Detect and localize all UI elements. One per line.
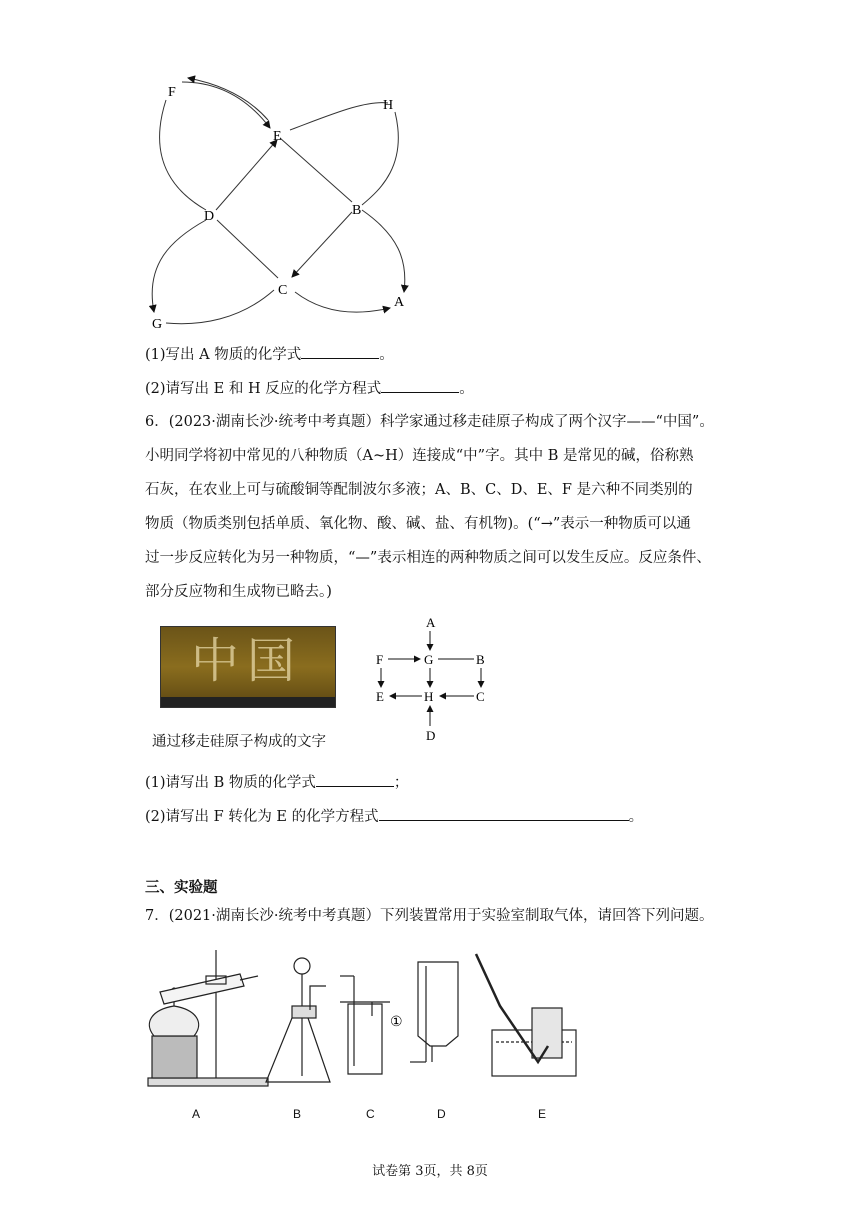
apparatus-d	[410, 962, 458, 1062]
line-d-c	[217, 220, 278, 278]
node-f: F	[168, 85, 176, 100]
apparatus-e	[476, 954, 576, 1076]
zhong-node-h: H	[424, 689, 434, 704]
zhong-node-f: F	[376, 652, 384, 667]
arrow-b-a	[362, 210, 405, 292]
q5-sub2-end: 。	[459, 381, 474, 397]
q5-sub1-text: (1)写出 A 物质的化学式	[145, 347, 302, 363]
q6-line-1: 6．(2023·湖南长沙·统考中考真题）科学家通过移走硅原子构成了两个汉字——“中国”。	[145, 414, 714, 430]
lab-apparatus-figure	[140, 946, 600, 1096]
q6-sub2-text: (2)请写出 F 转化为 E 的化学方程式	[145, 809, 379, 825]
image-caption: 通过移走硅原子构成的文字	[152, 734, 326, 750]
arrow-b-c	[292, 212, 352, 277]
zhong-node-b: B	[476, 652, 485, 667]
node-h: H	[383, 98, 394, 113]
arrow-d-g	[152, 220, 206, 312]
q5-sub2	[145, 378, 474, 399]
zhong-node-d: D	[426, 728, 436, 743]
apparatus-c	[340, 976, 390, 1074]
curve-e-h	[290, 103, 388, 130]
node-a: A	[394, 295, 405, 310]
node-e: E	[273, 129, 282, 144]
q6-line-6: 部分反应物和生成物已略去。)	[145, 584, 332, 600]
node-g: G	[152, 317, 163, 332]
zhong-node-g: G	[424, 652, 434, 667]
zhong-character-diagram	[364, 612, 504, 746]
reaction-cycle-diagram	[140, 70, 430, 340]
apparatus-label-e: E	[538, 1107, 547, 1121]
silicon-atom-characters: 中国	[190, 633, 303, 689]
q6-sub2-end: 。	[628, 809, 644, 825]
q5-sub1	[145, 344, 394, 365]
zhong-node-a: A	[426, 615, 436, 630]
section-title: 三、实验题	[145, 879, 218, 896]
answer-blank[interactable]	[381, 378, 459, 393]
q6-line-2: 小明同学将初中常见的八种物质（A~H）连接成“中”字。其中 B 是常见的碱，俗称熟	[145, 448, 694, 464]
apparatus-label-a: A	[192, 1107, 201, 1121]
q6-line-3: 石灰，在农业上可与硫酸铜等配制波尔多液；A、B、C、D、E、F 是六种不同类别的	[145, 482, 693, 498]
curve-f-d	[160, 100, 206, 210]
q6-line-5: 过一步反应转化为另一种物质，“—”表示相连的两种物质之间可以发生反应。反应条件、	[145, 550, 711, 566]
q6-sub1-text: (1)请写出 B 物质的化学式	[145, 775, 316, 791]
apparatus-label-c: C	[366, 1107, 375, 1121]
curve-c-g	[166, 290, 274, 324]
zhong-node-c: C	[476, 689, 485, 704]
node-b: B	[352, 203, 362, 218]
scale-bar	[161, 697, 335, 707]
node-d: D	[204, 209, 215, 224]
q7-text: 7．(2021·湖南长沙·统考中考真题）下列装置常用于实验室制取气体，请回答下列问题。	[145, 908, 714, 924]
arrow-c-a	[295, 292, 390, 312]
apparatus-label-b: B	[293, 1107, 302, 1121]
marker-circled-1: ①	[390, 1015, 403, 1030]
node-c: C	[278, 283, 288, 298]
q6-sub2	[145, 806, 643, 827]
arrow-d-e	[216, 140, 277, 210]
answer-blank[interactable]	[301, 344, 379, 359]
apparatus-label-d: D	[437, 1107, 446, 1121]
arrow-f-e	[182, 82, 270, 128]
q5-sub1-end: 。	[379, 347, 394, 363]
line-e-b	[280, 138, 352, 202]
silicon-atom-photo	[160, 626, 336, 708]
apparatus-b	[266, 958, 330, 1082]
curve-h-b	[362, 112, 398, 205]
q6-sub1	[145, 772, 408, 793]
apparatus-a	[148, 950, 268, 1086]
q6-line-4: 物质（物质类别包括单质、氧化物、酸、碱、盐、有机物)。(“→”表示一种物质可以通	[145, 516, 691, 532]
q6-sub1-end: ；	[393, 775, 409, 791]
q5-sub2-text: (2)请写出 E 和 H 反应的化学方程式	[145, 381, 382, 397]
answer-blank[interactable]	[379, 806, 629, 821]
page-footer: 试卷第 3页，共 8页	[372, 1164, 488, 1179]
answer-blank[interactable]	[316, 772, 394, 787]
zhong-node-e: E	[376, 689, 384, 704]
arrow-e-f	[188, 78, 268, 120]
